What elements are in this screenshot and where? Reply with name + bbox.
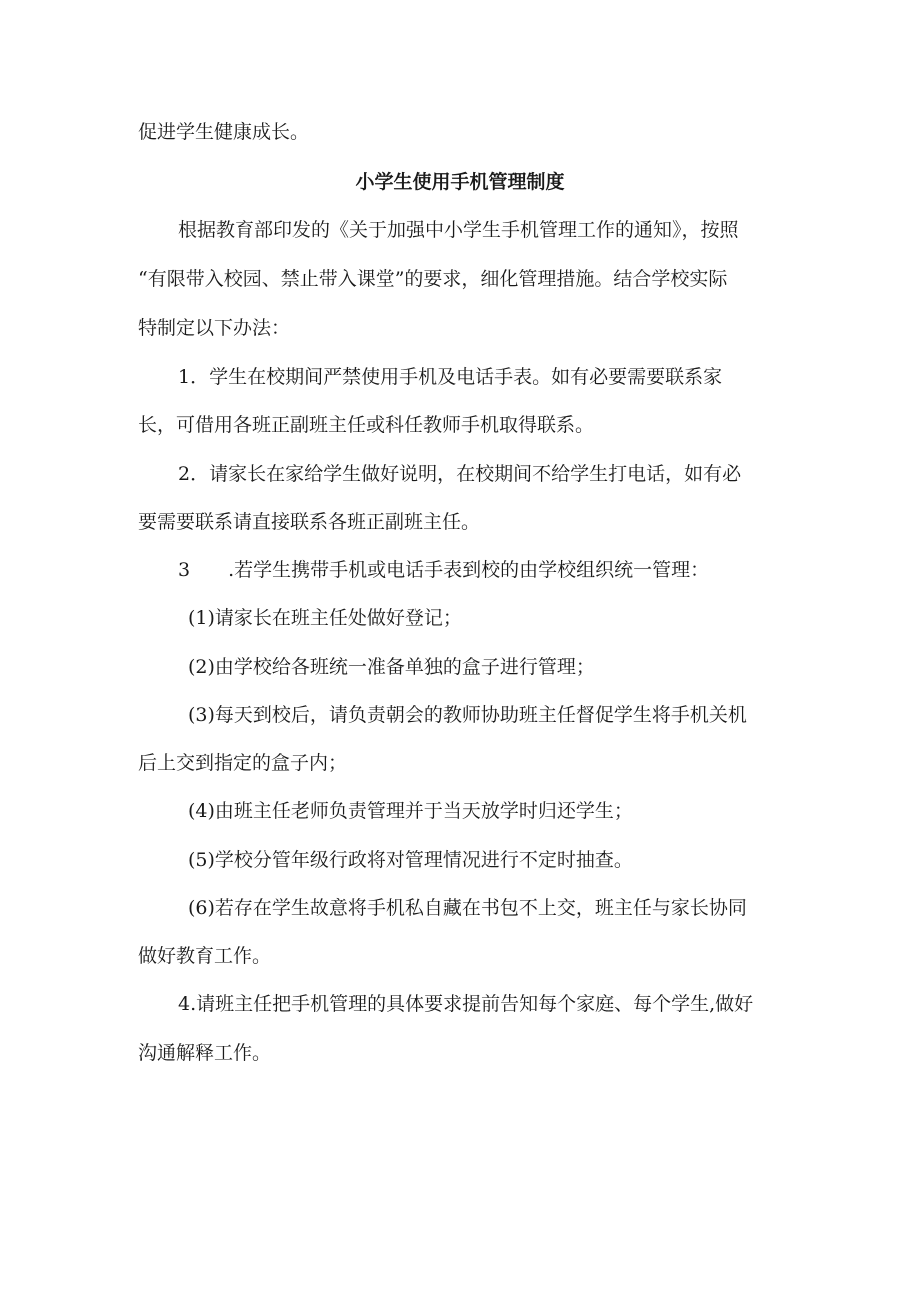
document-title: 小学生使用手机管理制度 <box>355 171 565 193</box>
item-4-line-1: 4.请班主任把手机管理的具体要求提前告知每个家庭、每个学生,做好 <box>178 993 754 1015</box>
sub-item-2: (2)由学校给各班统一准备单独的盒子进行管理； <box>188 656 595 678</box>
sub-item-3-line-1: (3)每天到校后，请负责朝会的教师协助班主任督促学生将手机关机 <box>188 704 747 726</box>
sub-item-6-line-2: 做好教育工作。 <box>138 945 272 967</box>
item-3-line: 3 .若学生携带手机或电话手表到校的由学校组织统一管理： <box>178 559 710 581</box>
sub-item-5: (5)学校分管年级行政将对管理情况进行不定时抽查。 <box>188 849 633 871</box>
intro-line-2: “有限带入校园、禁止带入课堂”的要求，细化管理措施。结合学校实际 <box>138 268 728 290</box>
intro-line-3: 特制定以下办法： <box>138 317 291 339</box>
sub-item-6-line-1: (6)若存在学生故意将手机私自藏在书包不上交，班主任与家长协同 <box>188 897 747 919</box>
item-1-line-1: 1．学生在校期间严禁使用手机及电话手表。如有必要需要联系家 <box>178 366 723 388</box>
item-1-line-2: 长，可借用各班正副班主任或科任教师手机取得联系。 <box>138 414 595 436</box>
sub-item-3-line-2: 后上交到指定的盒子内； <box>138 752 348 774</box>
sub-item-1: (1)请家长在班主任处做好登记； <box>188 607 462 629</box>
sub-item-4: (4)由班主任老师负责管理并于当天放学时归还学生； <box>188 800 633 822</box>
item-2-line-2: 要需要联系请直接联系各班正副班主任。 <box>138 511 481 533</box>
carryover-line: 促进学生健康成长。 <box>138 121 310 143</box>
intro-line-1: 根据教育部印发的《关于加强中小学生手机管理工作的通知》，按照 <box>178 219 739 241</box>
item-2-line-1: 2．请家长在家给学生做好说明，在校期间不给学生打电话，如有必 <box>178 463 742 485</box>
item-4-line-2: 沟通解释工作。 <box>138 1042 272 1064</box>
